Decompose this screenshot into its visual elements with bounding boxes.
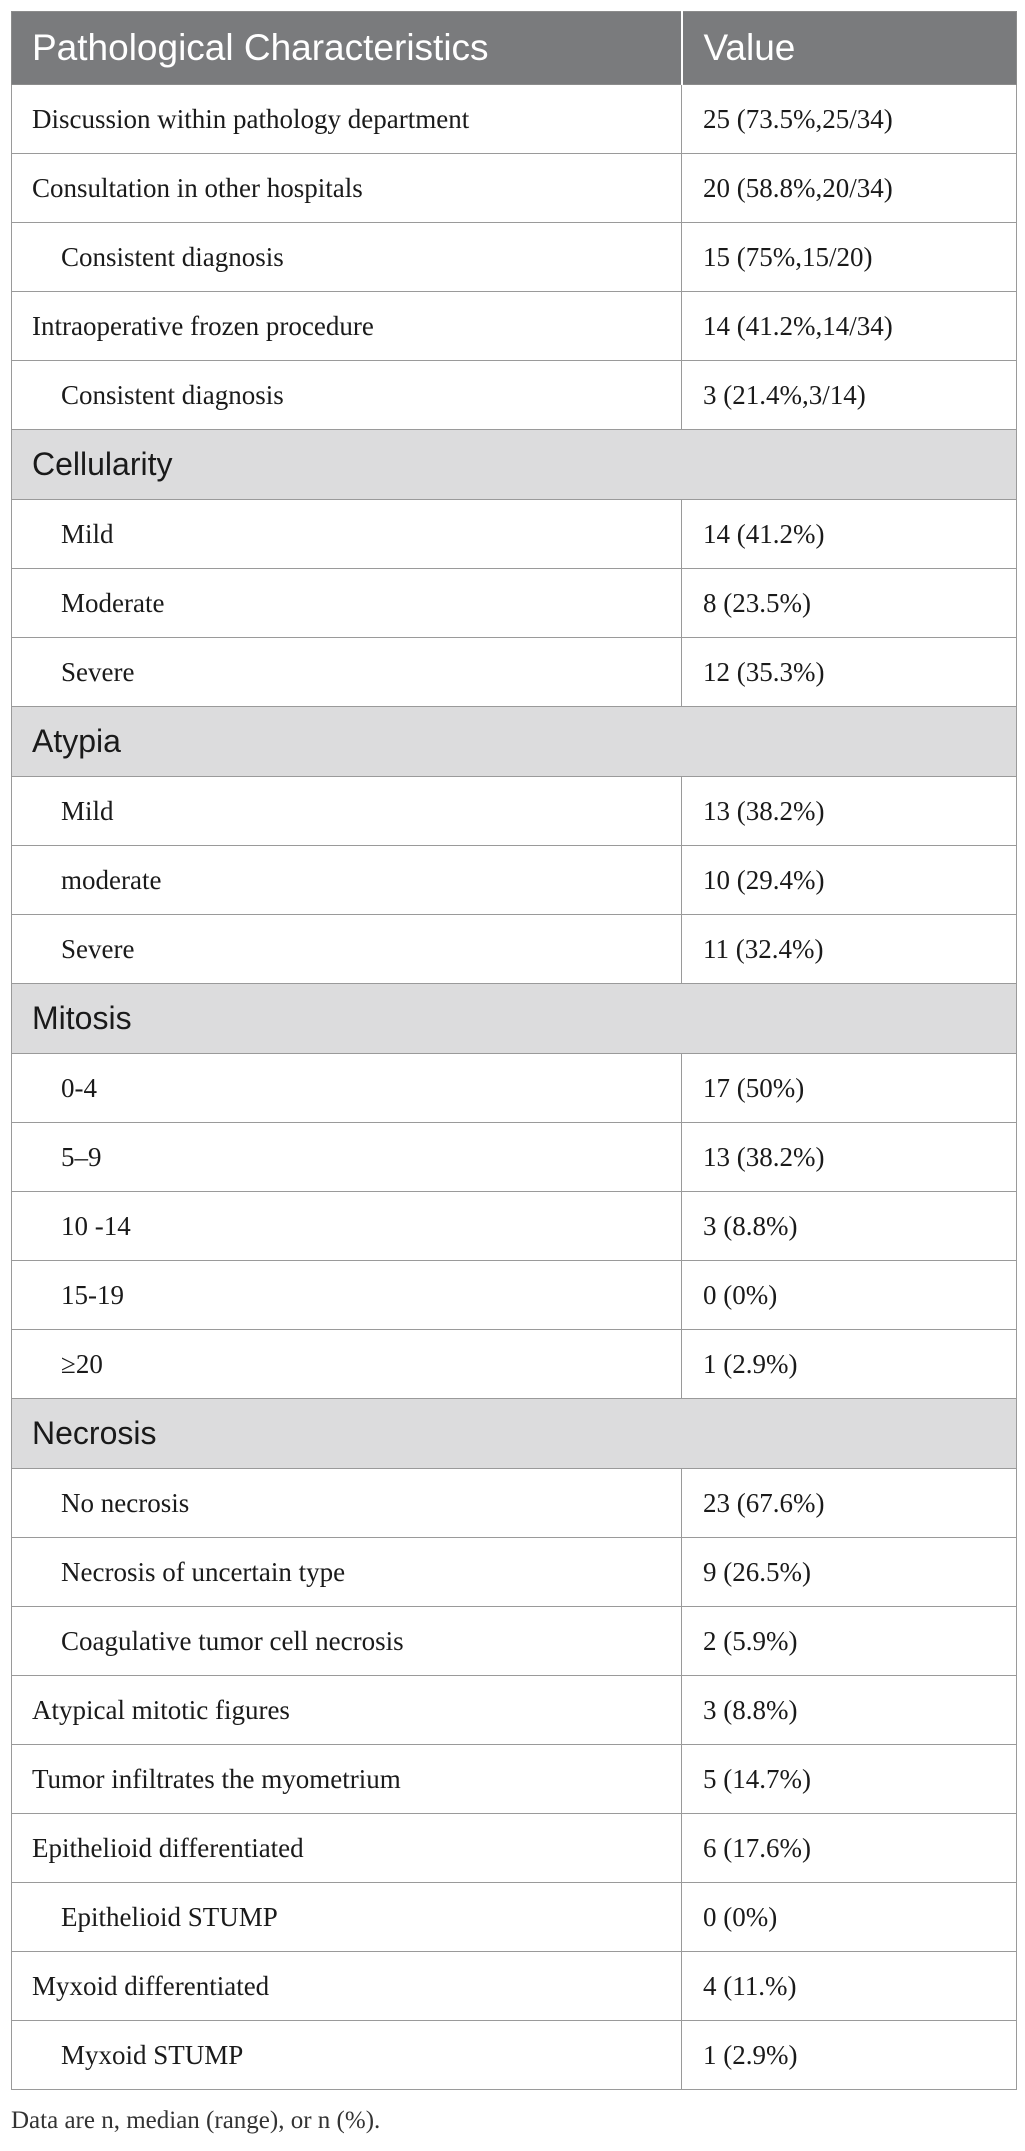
row-label: Tumor infiltrates the myometrium: [12, 1745, 682, 1814]
row-label: Intraoperative frozen procedure: [12, 292, 682, 361]
row-label: Myxoid STUMP: [12, 2021, 682, 2090]
row-label: Discussion within pathology department: [12, 85, 682, 154]
table-body: [12, 85, 1017, 2090]
table-row: [12, 1952, 1017, 2021]
row-value: 3 (21.4%,3/14): [682, 361, 1017, 430]
table-row: [12, 1883, 1017, 1952]
header-value: Value: [682, 12, 1017, 85]
row-value: 13 (38.2%): [682, 777, 1017, 846]
table-row: [12, 1261, 1017, 1330]
row-label: Epithelioid differentiated: [12, 1814, 682, 1883]
row-value: 25 (73.5%,25/34): [682, 85, 1017, 154]
row-value: 0 (0%): [682, 1261, 1017, 1330]
section-label: Cellularity: [12, 430, 1017, 500]
row-label: Consultation in other hospitals: [12, 154, 682, 223]
header-characteristics: Pathological Characteristics: [12, 12, 682, 85]
row-value: 9 (26.5%): [682, 1538, 1017, 1607]
table-row: [12, 500, 1017, 569]
table-row: [12, 223, 1017, 292]
pathology-table: [11, 11, 1017, 2090]
table-footnote: Data are n, median (range), or n (%).: [11, 2107, 381, 2134]
row-label: 10 -14: [12, 1192, 682, 1261]
row-label: No necrosis: [12, 1469, 682, 1538]
section-header-row: [12, 1399, 1017, 1469]
table-row: [12, 1538, 1017, 1607]
section-header-row: [12, 430, 1017, 500]
table-header-row: [12, 12, 1017, 85]
table-row: [12, 292, 1017, 361]
pathology-table-container: [11, 11, 1016, 2090]
row-value: 3 (8.8%): [682, 1676, 1017, 1745]
row-value: 5 (14.7%): [682, 1745, 1017, 1814]
row-label: Moderate: [12, 569, 682, 638]
section-label: Mitosis: [12, 984, 1017, 1054]
row-value: 10 (29.4%): [682, 846, 1017, 915]
row-value: 23 (67.6%): [682, 1469, 1017, 1538]
row-label: 5–9: [12, 1123, 682, 1192]
table-row: [12, 2021, 1017, 2090]
row-value: 12 (35.3%): [682, 638, 1017, 707]
table-row: [12, 846, 1017, 915]
table-row: [12, 1814, 1017, 1883]
row-value: 17 (50%): [682, 1054, 1017, 1123]
row-value: 15 (75%,15/20): [682, 223, 1017, 292]
row-value: 20 (58.8%,20/34): [682, 154, 1017, 223]
row-label: moderate: [12, 846, 682, 915]
table-row: [12, 569, 1017, 638]
row-label: Mild: [12, 500, 682, 569]
table-row: [12, 1745, 1017, 1814]
section-header-row: [12, 984, 1017, 1054]
row-value: 2 (5.9%): [682, 1607, 1017, 1676]
table-row: [12, 1469, 1017, 1538]
table-row: [12, 1192, 1017, 1261]
row-label: Necrosis of uncertain type: [12, 1538, 682, 1607]
row-label: 15-19: [12, 1261, 682, 1330]
row-label: Mild: [12, 777, 682, 846]
table-row: [12, 777, 1017, 846]
row-value: 6 (17.6%): [682, 1814, 1017, 1883]
row-label: Consistent diagnosis: [12, 361, 682, 430]
table-row: [12, 1607, 1017, 1676]
row-value: 4 (11.%): [682, 1952, 1017, 2021]
row-label: Severe: [12, 915, 682, 984]
row-label: Consistent diagnosis: [12, 223, 682, 292]
row-value: 14 (41.2%): [682, 500, 1017, 569]
row-value: 0 (0%): [682, 1883, 1017, 1952]
table-row: [12, 361, 1017, 430]
row-value: 11 (32.4%): [682, 915, 1017, 984]
row-value: 8 (23.5%): [682, 569, 1017, 638]
row-label: 0-4: [12, 1054, 682, 1123]
row-value: 1 (2.9%): [682, 1330, 1017, 1399]
row-value: 1 (2.9%): [682, 2021, 1017, 2090]
section-label: Necrosis: [12, 1399, 1017, 1469]
row-value: 3 (8.8%): [682, 1192, 1017, 1261]
row-label: Myxoid differentiated: [12, 1952, 682, 2021]
row-label: Coagulative tumor cell necrosis: [12, 1607, 682, 1676]
section-label: Atypia: [12, 707, 1017, 777]
row-value: 14 (41.2%,14/34): [682, 292, 1017, 361]
row-label: ≥20: [12, 1330, 682, 1399]
table-row: [12, 1054, 1017, 1123]
table-row: [12, 85, 1017, 154]
row-label: Severe: [12, 638, 682, 707]
table-row: [12, 1123, 1017, 1192]
row-label: Atypical mitotic figures: [12, 1676, 682, 1745]
table-row: [12, 154, 1017, 223]
table-row: [12, 1330, 1017, 1399]
table-row: [12, 915, 1017, 984]
section-header-row: [12, 707, 1017, 777]
row-value: 13 (38.2%): [682, 1123, 1017, 1192]
table-row: [12, 1676, 1017, 1745]
row-label: Epithelioid STUMP: [12, 1883, 682, 1952]
table-row: [12, 638, 1017, 707]
